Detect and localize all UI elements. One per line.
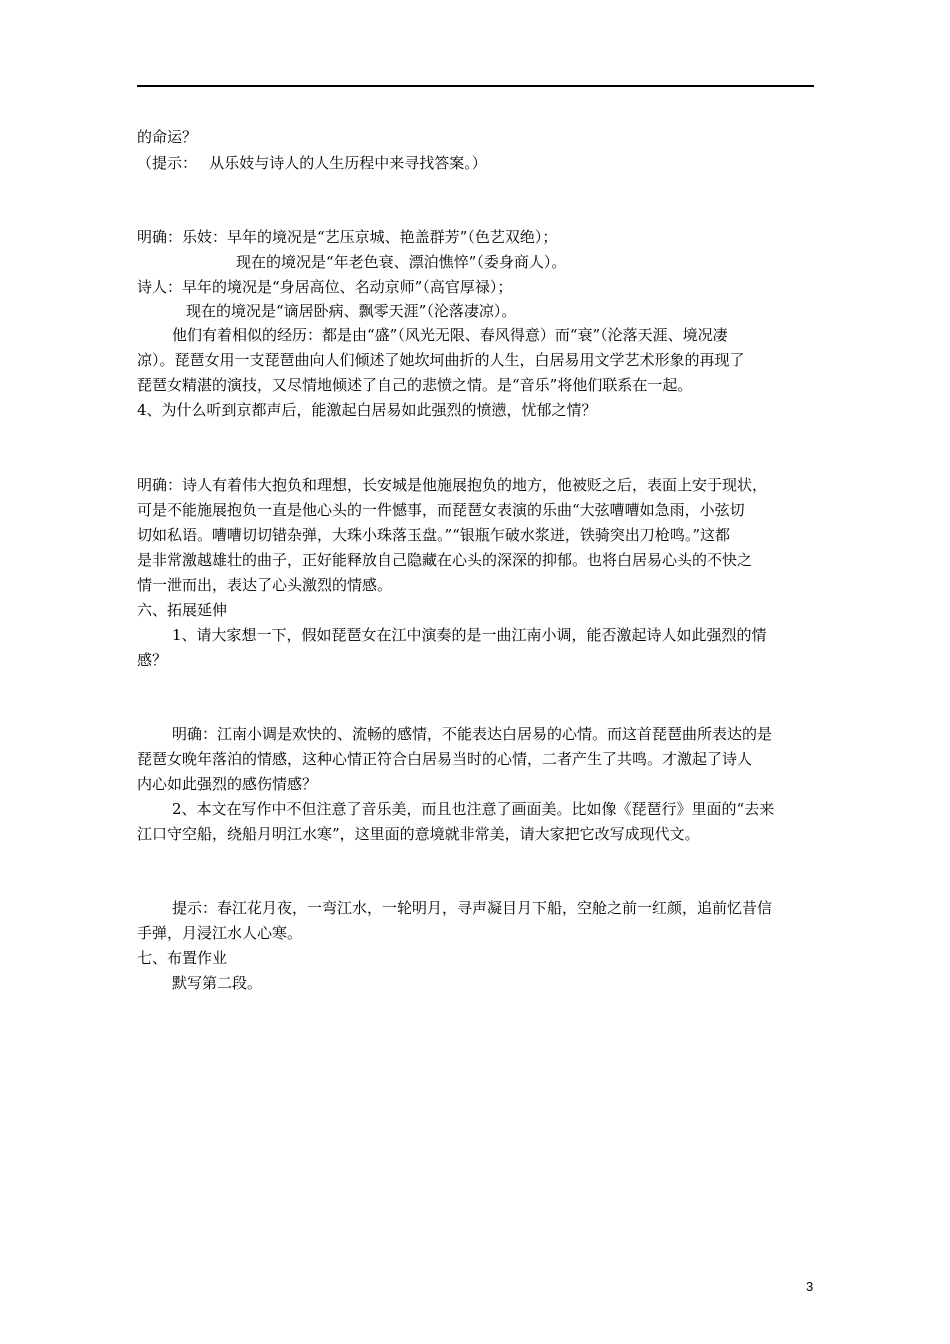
text-line: 明确：江南小调是欢快的、流畅的感情，不能表达白居易的心情。而这首琵琶曲所表达的是 [172, 725, 773, 743]
section-heading: 六、拓展延伸 [137, 601, 228, 619]
text-line: 切如私语。嘈嘈切切错杂弹，大珠小珠落玉盘。”“银瓶乍破水浆迸，铁骑突出刀枪鸣。”这都 [137, 526, 731, 544]
text-line: 提示：春江花月夜，一弯江水，一轮明月，寻声凝目月下船，空舱之前一红颜，追前忆昔信 [172, 899, 773, 917]
header-rule [137, 85, 814, 87]
text-line: 可是不能施展抱负一直是他心头的一件憾事，而琵琶女表演的乐曲“大弦嘈嘈如急雨，小弦切 [137, 501, 745, 519]
text-line: 默写第二段。 [172, 974, 263, 992]
section-heading: 七、布置作业 [137, 949, 228, 967]
page-number: 3 [806, 1279, 814, 1294]
text-line: 现在的境况是“年老色衰、漂泊憔悴”（委身商人）。 [236, 253, 567, 271]
text-line: 的命运？ [137, 128, 198, 146]
text-line: 琵琶女精湛的演技，又尽情地倾述了自己的悲愤之情。是“音乐”将他们联系在一起。 [137, 376, 693, 394]
text-line: 现在的境况是“谪居卧病、飘零天涯”（沦落凄凉）。 [186, 302, 517, 320]
text-line: 内心如此强烈的感伤情感？ [137, 775, 318, 793]
text-line: 明确：诗人有着伟大抱负和理想，长安城是他施展抱负的地方，他被贬之后，表面上安于现状， [137, 476, 768, 494]
text-line: 凉）。琵琶女用一支琵琶曲向人们倾述了她坎坷曲折的人生，白居易用文学艺术形象的再现了 [137, 351, 745, 369]
text-line: 感？ [137, 651, 168, 669]
text-line: （提示： 从乐妓与诗人的人生历程中来寻找答案。） [137, 154, 487, 172]
text-line: 2、本文在写作中不但注意了音乐美，而且也注意了画面美。比如像《琵琶行》里面的“去来 [172, 800, 775, 818]
text-line: 是非常激越雄壮的曲子，正好能释放自己隐藏在心头的深深的抑郁。也将白居易心头的不快之 [137, 551, 753, 569]
text-line: 琵琶女晚年落泊的情感，这种心情正符合白居易当时的心情，二者产生了共鸣。才激起了诗人 [137, 750, 753, 768]
text-line: 明确：乐妓：早年的境况是“艺压京城、艳盖群芳”（色艺双绝）； [137, 228, 558, 246]
question-heading: 4、为什么听到京都声后，能激起白居易如此强烈的愤懑，忧郁之情？ [137, 401, 597, 419]
text-line: 他们有着相似的经历：都是由“盛”（风光无限、春风得意）而“衰”（沦落天涯、境况凄 [172, 326, 728, 344]
text-line: 江口守空船，绕船月明江水寒”，这里面的意境就非常美，请大家把它改写成现代文。 [137, 825, 700, 843]
text-line: 情一泄而出，表达了心头激烈的情感。 [137, 576, 393, 594]
text-line: 手弹，月浸江水人心寒。 [137, 924, 303, 942]
text-line: 诗人：早年的境况是“身居高位、名动京师”（高官厚禄）； [137, 278, 513, 296]
text-line: 1、请大家想一下，假如琵琶女在江中演奏的是一曲江南小调，能否激起诗人如此强烈的情 [172, 626, 767, 644]
